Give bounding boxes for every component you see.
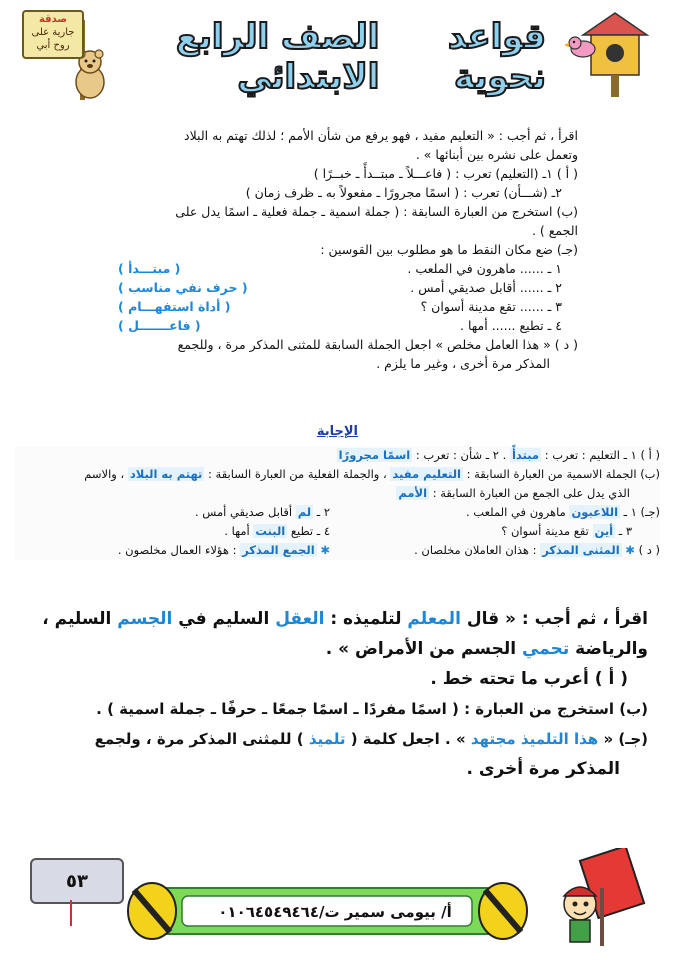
ex2-c-line-2: المذكر مرة أخرى . xyxy=(466,759,620,779)
c-item-hint: ( مبتـــدأ ) xyxy=(118,261,181,276)
ex2-c-sentence: هذا التلميذ مجتهد xyxy=(470,730,599,748)
ex2-underlined-word-1: المعلم xyxy=(407,609,461,629)
ex2-b: (ب) استخرج من العبارة : ( اسمًا مفردًا ـ اسمًا جمعًا ـ حرفًا ـ جملة اسمية ) . xyxy=(96,700,648,718)
answer-c2-value: لم xyxy=(297,505,312,519)
ex2-underlined-word-2: العقل xyxy=(275,609,325,629)
ex1-b-2: الجمع ) . xyxy=(531,223,578,238)
ex2-c-a: (جـ) « xyxy=(603,730,648,748)
page-number: ٥٣ xyxy=(30,858,124,904)
ex2-l1-a: اقرأ ، ثم أجب : « قال xyxy=(466,609,648,629)
ex2-l2-b: الجسم من الأمراض » . xyxy=(325,639,517,659)
answer-c-row-2 xyxy=(15,522,660,541)
ex1-c-item-3 xyxy=(78,297,578,316)
answer-c-row-1 xyxy=(15,503,660,522)
ex2-l1-d: السليم ، xyxy=(42,609,112,629)
answer-c4-value: البنت xyxy=(255,524,286,538)
c-item-hint: ( حرف نفي مناسب ) xyxy=(118,280,248,295)
answer-a-text: ( أ ) ١ ـ التعليم : تعرب : xyxy=(544,448,660,462)
answer-d-pre: ( د ) xyxy=(638,543,660,557)
ex2-l1-c: السليم في xyxy=(178,609,270,629)
answer-d xyxy=(15,541,660,560)
answer-b-2 xyxy=(15,484,660,503)
ex2-underlined-word-3: الجسم xyxy=(117,609,173,629)
star-icon: ✱ xyxy=(320,543,330,557)
ex1-c-item-4 xyxy=(78,316,578,335)
answer-c1-post: ماهرون في الملعب . xyxy=(466,505,566,519)
answer-b2-text: الذي يدل على الجمع من العبارة السابقة : xyxy=(432,486,630,500)
answer-b-text: (ب) الجملة الاسمية من العبارة السابقة : xyxy=(466,467,660,481)
ex1-a2: ٢ـ (شـــأن) تعرب : ( اسمًا مجرورًا ـ مفعولاً به ـ ظرف زمان ) xyxy=(245,185,562,200)
ex1-a1: ( أ ) ١ـ (التعليم) تعرب : ( فاعـــلاً ـ مبتــدأً ـ خبــرًا ) xyxy=(313,166,578,181)
answer-c1 xyxy=(330,503,660,522)
bird-birdhouse-illustration xyxy=(565,5,655,100)
ex2-l1-b: لتلميذه : xyxy=(330,609,402,629)
sign-line-3: روح أبي xyxy=(36,40,70,51)
ex1-intro-1: اقرأ ، ثم أجب : « التعليم مفيد ، فهو يرفع من شأن الأمم ؛ لذلك تهتم به البلاد xyxy=(184,128,578,143)
exercise1-block xyxy=(78,126,578,373)
answer-heading: الإجابة xyxy=(316,424,358,439)
ex1-c-item-1 xyxy=(78,259,578,278)
answer-b-value-1: التعليم مفيد xyxy=(392,467,461,481)
answer-c1-value: اللاعبون xyxy=(571,505,619,519)
answer-c4 xyxy=(224,522,330,541)
answer-d-text-2: : هؤلاء العمال مخلصون . xyxy=(117,543,237,557)
ex1-d-1: ( د ) « هذا العامل مخلص » اجعل الجملة السابقة للمثنى المذكر مرة ، وللجمع xyxy=(177,337,578,352)
answer-b-end: ، والاسم xyxy=(84,467,125,481)
c-item-text: ١ ـ ...... ماهرون في الملعب . xyxy=(407,261,562,276)
answer-d-text-1: : هذان العاملان مخلصان . xyxy=(414,543,537,557)
answer-b-mid: ، والجملة الفعلية من العبارة السابقة : xyxy=(208,467,387,481)
answer-c3-post: تقع مدينة أسوان ؟ xyxy=(501,524,589,538)
scroll-right-icon xyxy=(479,883,527,939)
ex2-line-1 xyxy=(28,604,648,634)
ex2-l2-a: والرياضة xyxy=(575,639,648,659)
answer-c2 xyxy=(195,503,330,522)
sign-line-1: صدقة xyxy=(38,14,68,25)
c-item-hint: ( فاعـــــــل ) xyxy=(118,318,201,333)
answer-a xyxy=(15,446,660,465)
answer-c3 xyxy=(330,522,660,541)
answer-d2 xyxy=(118,541,330,560)
title-grade: الصف الرابع الابتدائي xyxy=(175,17,380,97)
page-title xyxy=(120,12,560,102)
ex2-underlined-word-4: تحمي xyxy=(521,639,570,659)
answer-d1 xyxy=(330,541,660,560)
title-main: قواعد نحوية xyxy=(447,17,546,97)
c-item-text: ٤ ـ تطيع ...... أمها . xyxy=(460,318,562,333)
answer-a-value-2: اسمًا مجرورًا xyxy=(338,448,411,462)
answer-block xyxy=(15,446,660,560)
dedication-sign xyxy=(22,10,84,59)
author-credit: أ/ بيومى سمير ت/٠١٠٦٤٥٤٩٤٦٤ xyxy=(218,903,452,921)
c-item-text: ٣ ـ ...... تقع مدينة أسوان ؟ xyxy=(420,299,562,314)
answer-c2-pre: ٢ ـ xyxy=(316,505,330,519)
answer-b-value-2: تهتم به البلاد xyxy=(129,467,203,481)
ex2-c-b: » . اجعل كلمة ( xyxy=(350,730,466,748)
answer-c4-pre: ٤ ـ تطيع xyxy=(290,524,330,538)
answer-c4-post: أمها . xyxy=(224,524,250,538)
c-item-text: ٢ ـ ...... أقابل صديقي أمس . xyxy=(410,280,562,295)
ex1-c-item-2 xyxy=(78,278,578,297)
c-item-hint: ( أداة استفهـــام ) xyxy=(118,299,231,314)
ex2-line-2 xyxy=(28,634,648,664)
answer-b-value-3: الأمم xyxy=(398,486,428,500)
answer-c3-value: أين xyxy=(594,524,614,538)
ex2-c-word: تلميذ xyxy=(308,730,346,748)
answer-c3-pre: ٣ ـ xyxy=(618,524,632,538)
ex1-c: (جـ) ضع مكان النقط ما هو مطلوب بين القوسين : xyxy=(320,242,578,257)
star-icon: ✱ xyxy=(625,543,635,557)
kid-sign-illustration xyxy=(540,848,660,948)
ex2-c-c: ) للمثنى المذكر مرة ، ولجمع xyxy=(94,730,304,748)
exercise2-block xyxy=(28,604,648,784)
scroll-left-icon xyxy=(128,883,176,939)
ex1-intro-2: وتعمل على نشره بين أبنائها » . xyxy=(415,147,578,162)
answer-a-value-1: مبتدأً xyxy=(511,448,540,462)
answer-c2-post: أقابل صديقي أمس . xyxy=(194,505,293,519)
answer-d-label-2: الجمع المذكر xyxy=(242,543,315,557)
answer-c1-pre: (جـ) ١ ـ xyxy=(623,505,660,519)
answer-b-1 xyxy=(15,465,660,484)
ex2-c xyxy=(28,724,648,754)
ex1-d-2: المذكر مرة أخرى ، وغير ما يلزم . xyxy=(376,356,550,371)
ex2-a: ( أ ) أعرب ما تحته خط . xyxy=(430,669,628,689)
page-number-stand xyxy=(70,900,72,926)
answer-d-label-1: المثنى المذكر xyxy=(542,543,620,557)
ex1-b-1: (ب) استخرج من العبارة السابقة : ( جملة اسمية ـ جملة فعلية ـ اسمًا يدل على xyxy=(175,204,578,219)
sign-line-2: جارية على xyxy=(31,27,75,38)
answer-a-mid: . ٢ ـ شأن : تعرب : xyxy=(415,448,507,462)
